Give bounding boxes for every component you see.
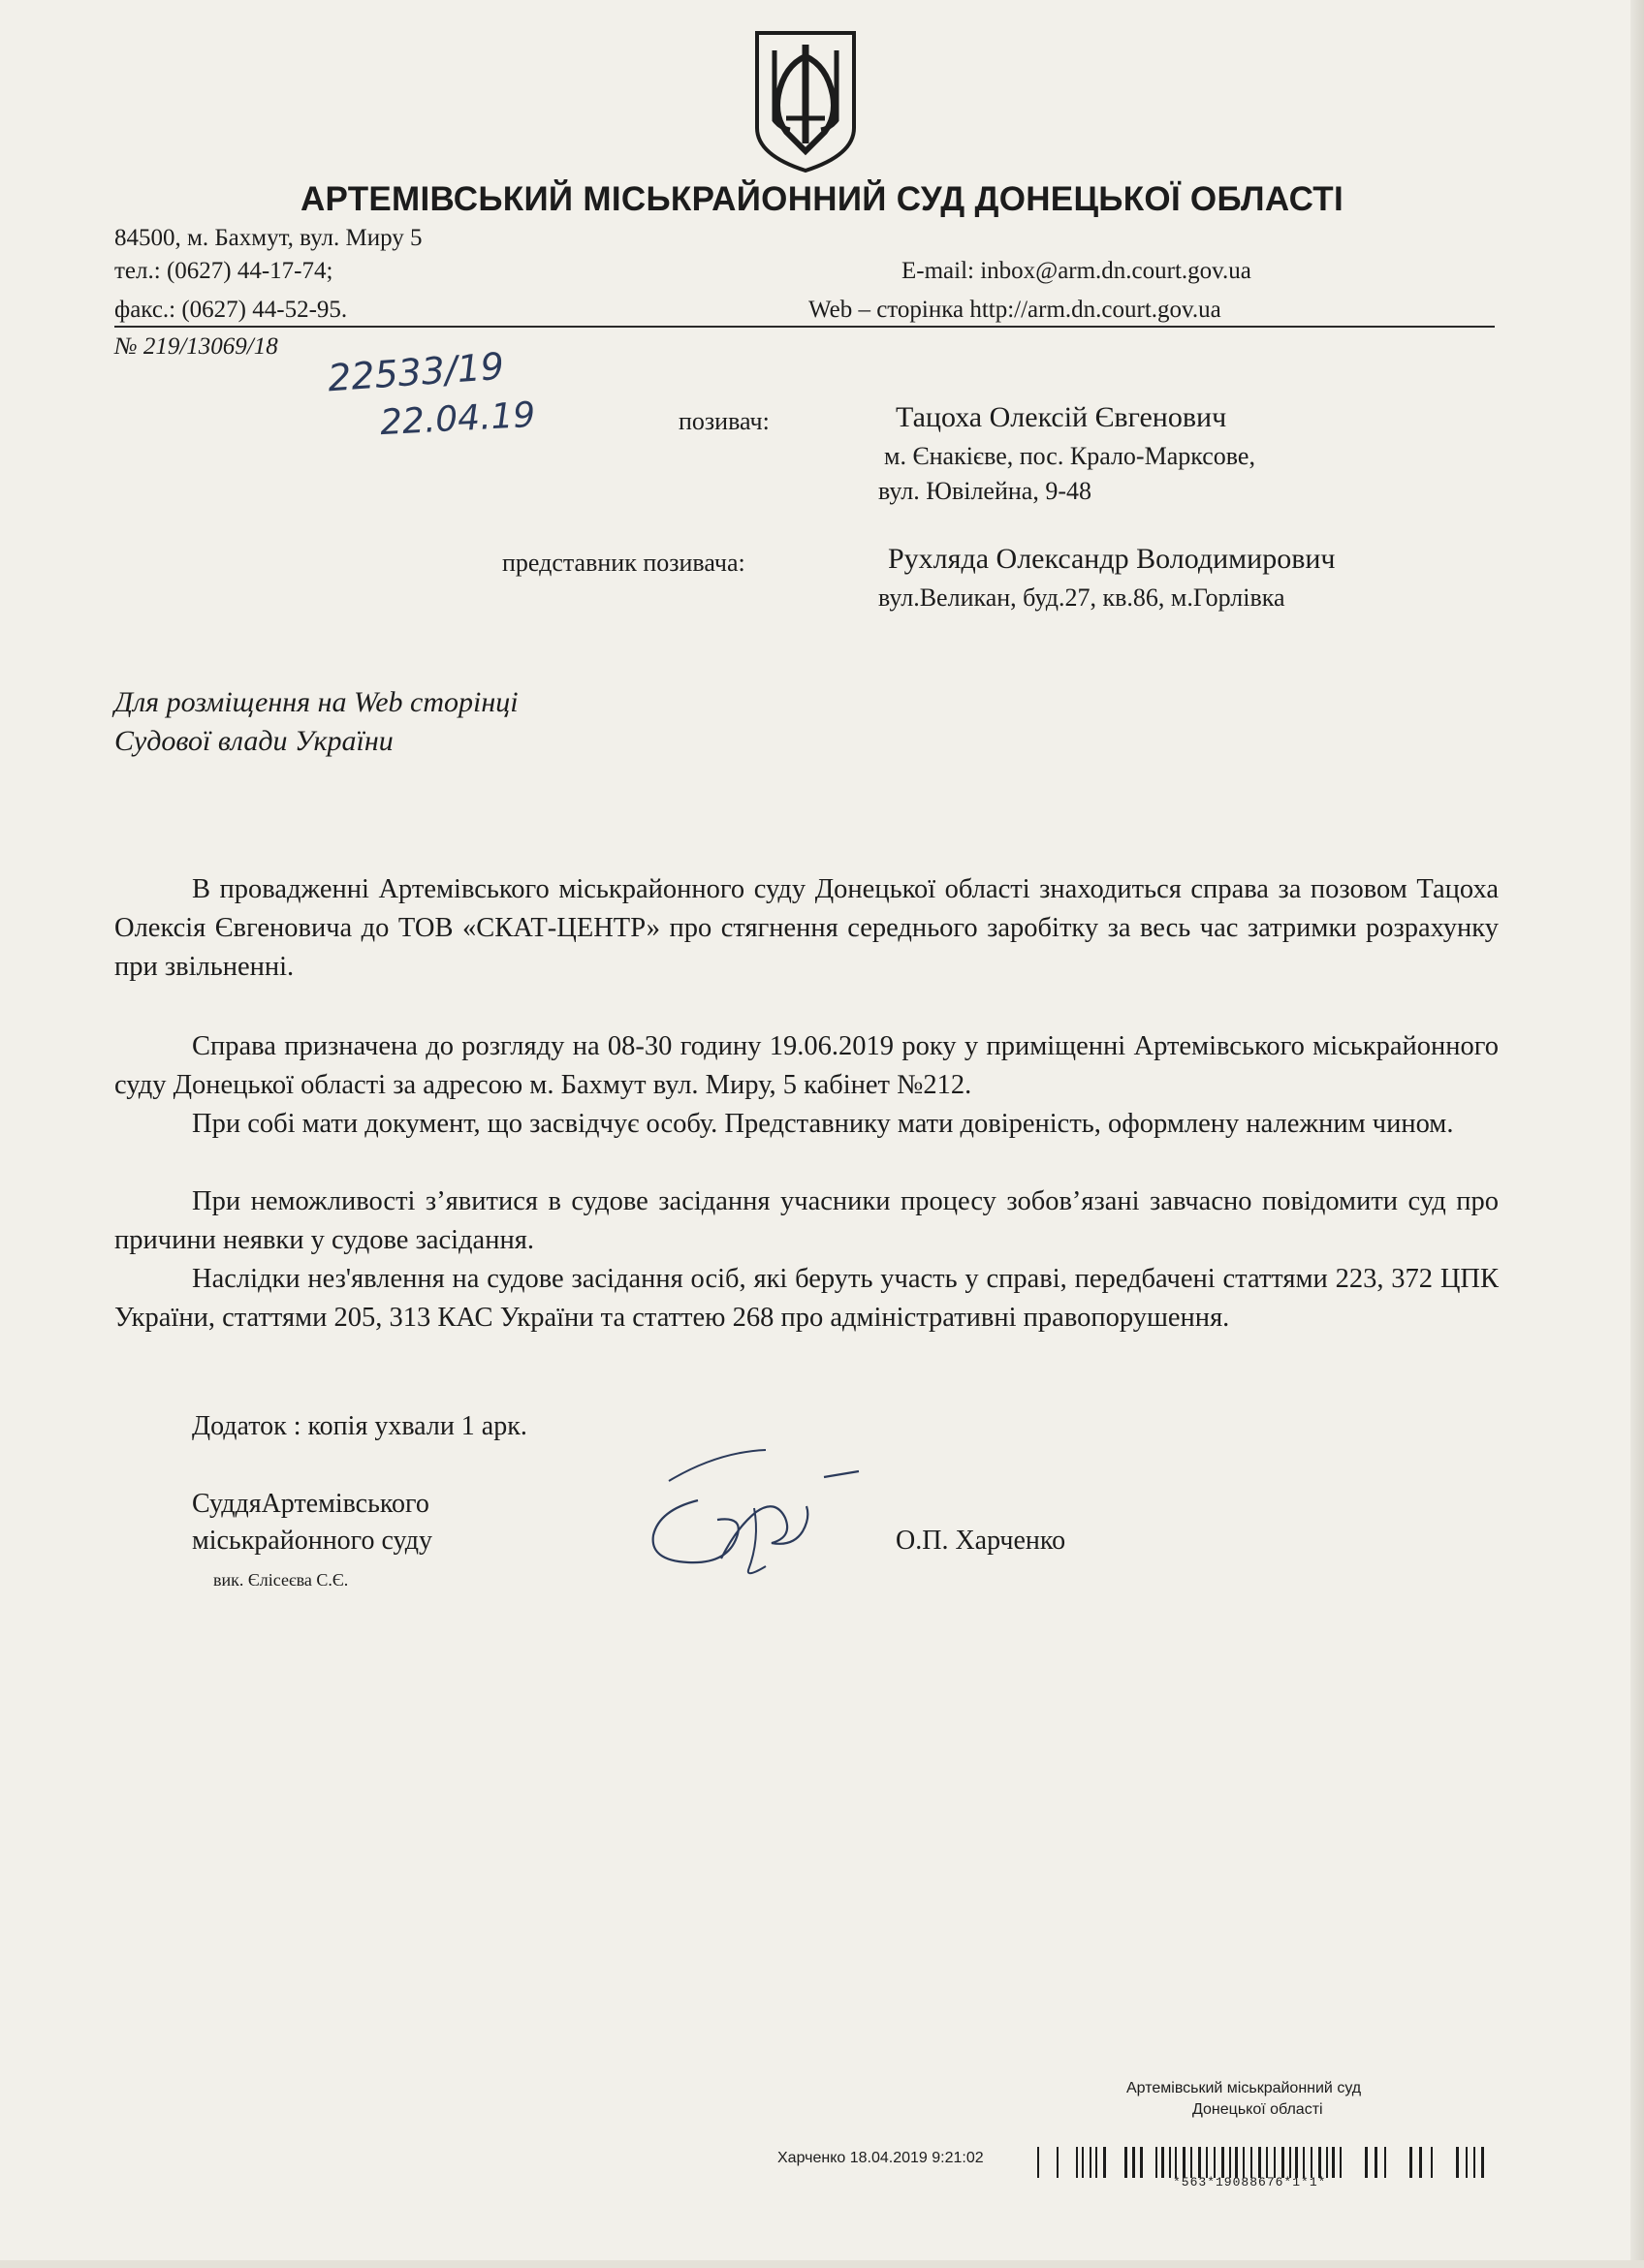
body-paragraph-documents: При собі мати документ, що засвідчує особу. Представнику мати довіреність, оформлену належним чином. — [192, 1109, 1454, 1139]
judge-title-line1: СуддяАртемівського — [192, 1489, 429, 1519]
coat-of-arms-icon — [751, 27, 860, 174]
body-paragraph-absence: При неможливості з’явитися в судове засідання учасники процесу зобов’язані завчасно повідомити суд про причини неявки у судове засідання. — [114, 1186, 1499, 1255]
executor-note: вик. Єлісеєва С.Є. — [213, 1570, 349, 1590]
body-paragraph-consequences: Наслідки нез'явлення на судове засідання осіб, які беруть участь у справі, передбачені статтями 223, 372 ЦПК України, статтями 205, 313 КАС України та статтею 268 про адміністративні правопорушення. — [114, 1264, 1499, 1333]
plaintiff-name: Тацоха Олексій Євгенович — [896, 401, 1227, 433]
plaintiff-address-line1: м. Єнакієве, пос. Крало-Марксове, — [884, 442, 1255, 470]
plaintiff-address-line2: вул. Ювілейна, 9-48 — [878, 477, 1091, 505]
court-fax: факс.: (0627) 44-52-95. — [114, 297, 348, 323]
attachment-note: Додаток : копія ухвали 1 арк. — [192, 1411, 527, 1441]
representative-name: Рухляда Олександр Володимирович — [888, 543, 1336, 575]
web-publication-note-line1: Для розміщення на Web сторінці — [114, 686, 519, 718]
court-web: Web – сторінка http://arm.dn.court.gov.ua — [808, 297, 1221, 323]
paper-edge — [1630, 0, 1644, 2268]
representative-label: представник позивача: — [502, 549, 745, 577]
case-number: № 219/13069/18 — [114, 333, 278, 360]
judge-title-line2: міськрайонного суду — [192, 1526, 433, 1556]
court-address: 84500, м. Бахмут, вул. Миру 5 — [114, 225, 423, 251]
barcode-number: *563*19088676*1*1* — [1173, 2175, 1327, 2189]
court-email: E-mail: inbox@arm.dn.court.gov.ua — [901, 258, 1251, 284]
handwritten-incoming-date: 22.04.19 — [379, 394, 537, 444]
court-phone: тел.: (0627) 44-17-74; — [114, 258, 333, 284]
stamp-timestamp: Харченко 18.04.2019 9:21:02 — [777, 2150, 984, 2166]
handwritten-signature — [640, 1442, 872, 1588]
handwritten-incoming-number: 22533/19 — [326, 344, 506, 400]
representative-address: вул.Великан, буд.27, кв.86, м.Горлівка — [878, 583, 1285, 612]
web-publication-note-line2: Судової влади України — [114, 725, 394, 757]
body-paragraph-hearing: Справа призначена до розгляду на 08-30 годину 19.06.2019 року у приміщенні Артемівського міськрайонного суду Донецької області за адресою м. Бахмут вул. Миру, 5 кабінет №212. — [114, 1031, 1499, 1100]
stamp-court-line1: Артемівський міськрайонний суд — [1126, 2080, 1362, 2096]
body-paragraph-case: В провадженні Артемівського міськрайонного суду Донецької області знаходиться справа за позовом Тацоха Олексія Євгеновича до ТОВ «СКАТ-ЦЕНТР» про стягнення середнього заробітку за весь час затримки розрахунку при звільненні. — [114, 874, 1499, 982]
stamp-court-line2: Донецької області — [1192, 2101, 1323, 2118]
plaintiff-label: позивач: — [679, 407, 770, 435]
header-divider — [114, 326, 1495, 328]
paper-edge-bottom — [0, 2260, 1644, 2268]
court-name-heading: АРТЕМІВСЬКИЙ МІСЬКРАЙОННИЙ СУД ДОНЕЦЬКОЇ ОБЛАСТІ — [300, 180, 1344, 218]
judge-name: О.П. Харченко — [896, 1526, 1066, 1556]
